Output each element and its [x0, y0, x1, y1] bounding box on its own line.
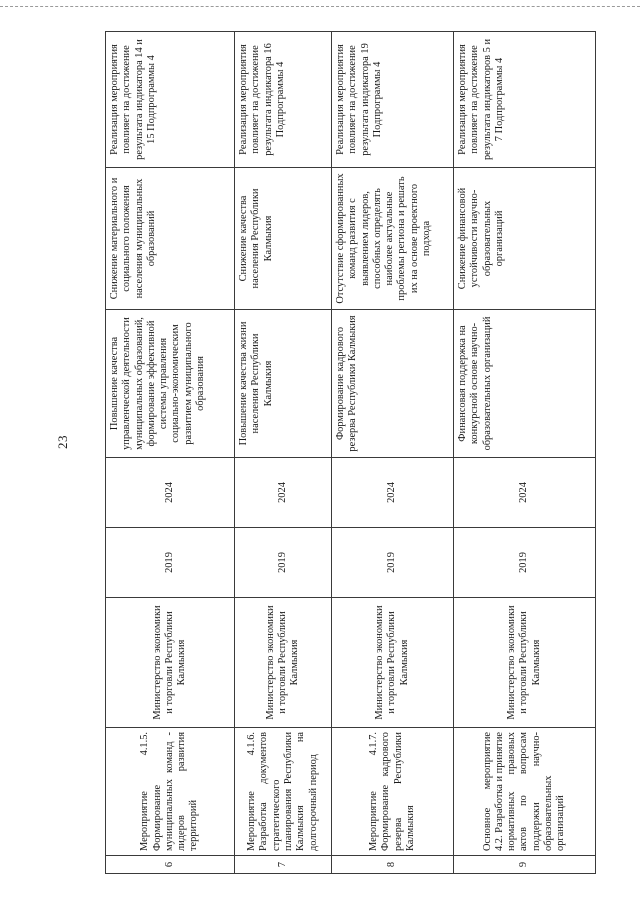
- consequence-cell: Снижение материального и социального положения населения муниципальных образований: [106, 168, 235, 310]
- end-year-cell: 2024: [454, 458, 596, 528]
- table-row: [235, 32, 332, 874]
- row-number: 7: [235, 856, 332, 874]
- executor-cell: Министерство экономики и торговли Республики Калмыкия: [332, 598, 454, 728]
- consequence-cell: Снижение качества населения Республики Калмыкия: [235, 168, 332, 310]
- row-number: 6: [106, 856, 235, 874]
- table-row: [332, 32, 454, 874]
- indicator-link-cell: Реализация мероприятия повлияет на достижение результата индикатора 16 Подпрограммы 4: [235, 32, 332, 168]
- start-year-cell: 2019: [106, 528, 235, 598]
- table-row: [106, 32, 235, 874]
- expected-result-cell: Повышение качества жизни населения Республики Калмыкия: [235, 310, 332, 458]
- page-number: 23: [55, 435, 70, 449]
- activity-cell: Мероприятие 4.1.6. Разработка документов стратегического планирования Республики Калмыкия на долгосрочный период: [235, 728, 332, 856]
- executor-cell: Министерство экономики и торговли Республики Калмыкия: [235, 598, 332, 728]
- expected-result-cell: Формирование кадрового резерва Республики Калмыкия: [332, 310, 454, 458]
- table-row: [454, 32, 596, 874]
- program-activities-table: [105, 31, 596, 874]
- start-year-cell: 2019: [332, 528, 454, 598]
- row-number: 9: [454, 856, 596, 874]
- executor-cell: Министерство экономики и торговли Республики Калмыкия: [454, 598, 596, 728]
- indicator-link-cell: Реализация мероприятия повлияет на достижение результата индикаторов 5 и 7 Подпрограммы 4: [454, 32, 596, 168]
- end-year-cell: 2024: [106, 458, 235, 528]
- indicator-link-cell: Реализация мероприятия повлияет на достижение результата индикатора 19 Подпрограммы 4: [332, 32, 454, 168]
- indicator-link-cell: Реализация мероприятия повлияет на достижение результата индикатора 14 и 15 Подпрограммы 4: [106, 32, 235, 168]
- start-year-cell: 2019: [235, 528, 332, 598]
- start-year-cell: 2019: [454, 528, 596, 598]
- executor-cell: Министерство экономики и торговли Республики Калмыкия: [106, 598, 235, 728]
- activity-cell: Основное мероприятие 4.2. Разработка и принятие нормативных правовых актов по вопросам поддержки научно-образовательных организаций: [454, 728, 596, 856]
- consequence-cell: Снижение финансовой устойчивости научно-образовательных организаций: [454, 168, 596, 310]
- rotated-table-container: [105, 32, 595, 874]
- expected-result-cell: Повышение качества управленческой деятельности муниципальных образований, формирование эффективной системы управления социально-экономическим развитием муниципального образования: [106, 310, 235, 458]
- activity-cell: Мероприятие 4.1.5. Формирование муниципальных команд - лидеров развития территорий: [106, 728, 235, 856]
- end-year-cell: 2024: [332, 458, 454, 528]
- end-year-cell: 2024: [235, 458, 332, 528]
- consequence-cell: Отсутствие сформированных команд развития с выявлением лидеров, способных определять наиболее актуальные проблемы региона и решать их на основе проектного подхода: [332, 168, 454, 310]
- row-number: 8: [332, 856, 454, 874]
- scan-edge-line: [0, 6, 640, 7]
- activity-cell: Мероприятие 4.1.7. Формирование кадрового резерва Республики Калмыкия: [332, 728, 454, 856]
- expected-result-cell: Финансовая поддержка на конкурсной основе научно-образовательных организаций: [454, 310, 596, 458]
